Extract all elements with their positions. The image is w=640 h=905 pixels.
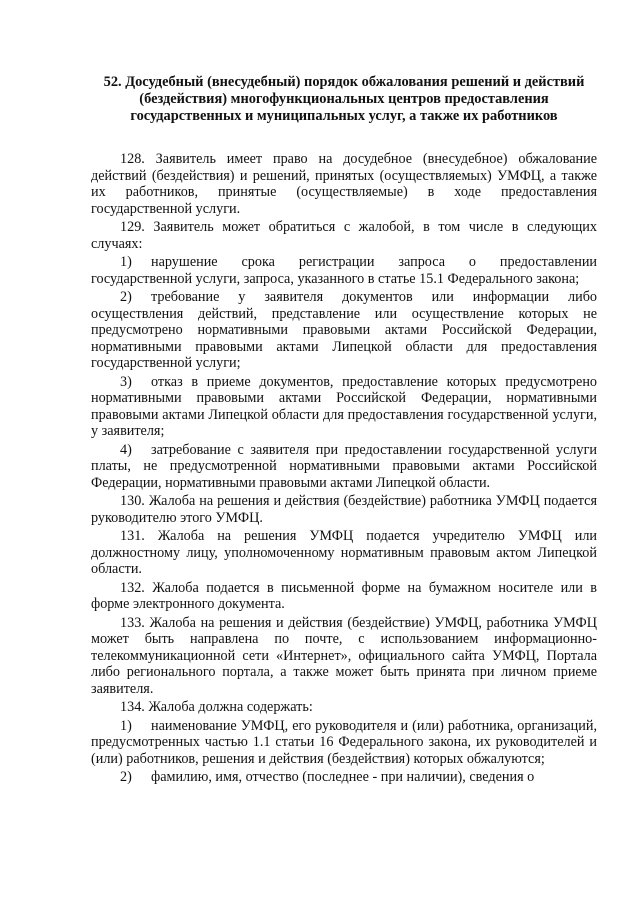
list-item-text: требование у заявителя документов или информации либо осуществления действий, представление или осуществление которых не предусмотрено нормативными правовыми актами Российской Федерации, нормативными правовыми актами Липецкой области для предоставления государственной услуги; xyxy=(91,289,597,371)
paragraph-134: 134. Жалоба должна содержать: xyxy=(120,699,313,715)
list-item xyxy=(91,718,597,768)
list-item xyxy=(91,374,597,440)
paragraph-130: 130. Жалоба на решения и действия (бездействие) работника УМФЦ подается руководителю этого УМФЦ. xyxy=(91,493,597,526)
paragraph-129: 129. Заявитель может обратиться с жалобой, в том числе в следующих случаях: xyxy=(91,219,597,252)
list-marker: 3) xyxy=(120,373,132,390)
paragraph-133: 133. Жалоба на решения и действия (бездействие) УМФЦ, работника УМФЦ может быть направлена по почте, с использованием информационно-телекоммуникационной сети «Интернет», официального сайта УМФЦ, Портала либо регионального портала, а также может быть принята при личном приеме заявителя. xyxy=(91,614,597,697)
list-marker: 1) xyxy=(120,254,132,270)
list-item-text: нарушение срока регистрации запроса о предоставлении государственной услуги, запроса, указанного в статье 15.1 Федерального закона; xyxy=(91,254,597,287)
list-item-text: фамилию, имя, отчество (последнее - при наличии), сведения о xyxy=(151,769,535,785)
list-marker: 1) xyxy=(120,717,132,734)
list-item xyxy=(91,769,597,786)
document-page xyxy=(91,74,597,788)
list-marker: 4) xyxy=(120,441,132,458)
section-heading: 52. Досудебный (внесудебный) порядок обжалования решений и действий (бездействия) многофункциональных центров предоставления государственных и муниципальных услуг, а также их работников xyxy=(103,74,585,124)
list-item xyxy=(91,442,597,492)
list-item-text: затребование с заявителя при предоставлении государственной услуги платы, не предусмотренной нормативными правовыми актами Российской Федерации, нормативными правовыми актами Липецкой области. xyxy=(91,441,597,491)
paragraph-131: 131. Жалоба на решения УМФЦ подается учредителю УМФЦ или должностному лицу, уполномоченному нормативным правовым актом Липецкой области. xyxy=(91,528,597,577)
paragraph-132: 132. Жалоба подается в письменной форме на бумажном носителе или в форме электронного документа. xyxy=(91,579,597,612)
list-item xyxy=(91,254,597,287)
list-marker: 2) xyxy=(120,289,132,305)
list-item xyxy=(91,289,597,372)
list-item-text: отказ в приеме документов, предоставление которых предусмотрено нормативными правовыми актами Российской Федерации, нормативными правовыми актами Липецкой области для предоставления государственной услуги, у заявителя; xyxy=(91,373,597,439)
list-marker: 2) xyxy=(120,769,132,785)
paragraph-128: 128. Заявитель имеет право на досудебное (внесудебное) обжалование действий (бездействия) и решений, принятых (осуществляемых) УМФЦ, а также их работников, принятые (осуществляемые) в ходе предоставления государственной услуги. xyxy=(91,151,597,217)
list-item-text: наименование УМФЦ, его руководителя и (или) работника, организаций, предусмотренных частью 1.1 статьи 16 Федерального закона, их руководителей и (или) работников, решения и действия (бездействия) которых обжалуются; xyxy=(91,717,597,767)
